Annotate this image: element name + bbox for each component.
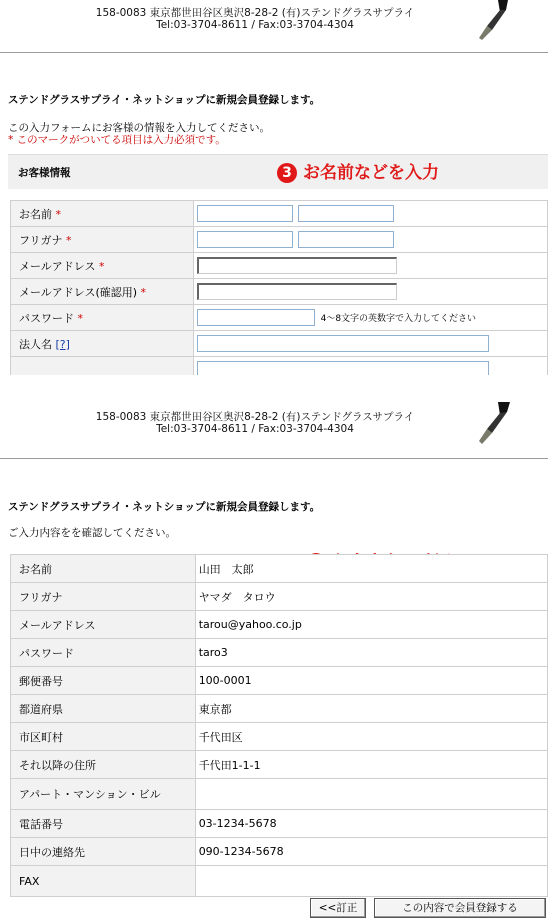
submit-registration-button[interactable]: この内容で会員登録する	[374, 898, 546, 918]
password-hint: 4～8文字の英数字で入力してください	[320, 314, 477, 324]
company-label: 法人名	[19, 337, 52, 351]
row-value: 千代田1-1-1	[195, 751, 547, 779]
row-value: taro3	[195, 639, 547, 667]
row-label: 郵便番号	[11, 667, 196, 695]
row-value: ヤマダ タロウ	[195, 583, 547, 611]
required-mark: *	[55, 207, 61, 221]
password-label: パスワード	[19, 311, 74, 325]
confirmation-table	[10, 554, 548, 897]
row-label: 電話番号	[11, 810, 196, 838]
row-value	[195, 866, 547, 897]
form-row-email-confirm: メールアドレス(確認用) *	[11, 279, 548, 305]
step3-annotation: 3 お名前などを入力	[277, 158, 439, 183]
header-address	[60, 7, 450, 31]
address-line-2: 158-0083 東京都世田谷区奥沢8-28-2 (有)ステンドグラスサプライ	[95, 411, 415, 423]
form-row-company	[11, 331, 548, 357]
page-title: ステンドグラスサプライ・ネットショップに新規会員登録します。	[8, 94, 321, 106]
form-row-email: メールアドレス *	[11, 253, 548, 279]
registration-form	[10, 200, 548, 375]
table-row	[11, 751, 548, 779]
help-link[interactable]: [?]	[55, 337, 70, 351]
email-confirm-label: メールアドレス(確認用)	[19, 285, 138, 299]
section-title: お客様情報	[18, 167, 71, 179]
name-label: お名前	[19, 207, 52, 221]
table-row	[11, 866, 548, 897]
confirm-page-title: ステンドグラスサプライ・ネットショップに新規会員登録します。	[8, 501, 321, 513]
row-value: 03-1234-5678	[195, 810, 547, 838]
glass-cutter-icon-2	[470, 402, 520, 446]
glass-cutter-icon	[470, 0, 520, 42]
header-divider	[0, 52, 548, 53]
row-label: お名前	[11, 555, 196, 583]
first-name-kana-input[interactable]	[298, 231, 394, 248]
row-label: FAX	[11, 866, 196, 897]
header-address-2	[60, 411, 450, 435]
first-name-input[interactable]	[298, 205, 394, 222]
last-name-input[interactable]	[197, 205, 293, 222]
step-number-badge: 3	[277, 163, 297, 183]
table-row	[11, 639, 548, 667]
table-row	[11, 779, 548, 810]
row-value: 東京都	[195, 695, 547, 723]
password-input[interactable]	[197, 309, 315, 326]
row-label: フリガナ	[11, 583, 196, 611]
table-row	[11, 838, 548, 866]
company-input[interactable]	[197, 335, 489, 352]
row-label: 日中の連絡先	[11, 838, 196, 866]
form-row-name	[11, 201, 548, 227]
table-row	[11, 723, 548, 751]
row-label: パスワード	[11, 639, 196, 667]
email-input[interactable]	[197, 257, 397, 274]
form-row-cutoff	[11, 357, 548, 376]
table-row	[11, 611, 548, 639]
table-row	[11, 810, 548, 838]
row-value: 090-1234-5678	[195, 838, 547, 866]
address-line: 158-0083 東京都世田谷区奥沢8-28-2 (有)ステンドグラスサプライ	[95, 7, 415, 19]
row-value: tarou@yahoo.co.jp	[195, 611, 547, 639]
table-row	[11, 667, 548, 695]
row-value: 100-0001	[195, 667, 547, 695]
confirm-instruction: ご入力内容をを確認してください。	[8, 527, 176, 539]
last-name-kana-input[interactable]	[197, 231, 293, 248]
contact-line-2: Tel:03-3704-8611 / Fax:03-3704-4304	[156, 423, 354, 435]
header-divider-2	[0, 458, 548, 459]
row-label: 市区町村	[11, 723, 196, 751]
form-row-password: パスワード * 4～8文字の英数字で入力してください	[11, 305, 548, 331]
email-label: メールアドレス	[19, 259, 96, 273]
row-label: メールアドレス	[11, 611, 196, 639]
table-row	[11, 555, 548, 583]
table-row	[11, 583, 548, 611]
table-row	[11, 695, 548, 723]
row-value: 山田 太郎	[195, 555, 547, 583]
back-button[interactable]: <<訂正	[310, 898, 366, 918]
form-row-furigana: フリガナ *	[11, 227, 548, 253]
row-label: 都道府県	[11, 695, 196, 723]
form-instructions: この入力フォームにお客様の情報を入力してください。 * このマークがついてる項目は入力必須です。	[8, 122, 270, 146]
email-confirm-input[interactable]	[197, 283, 397, 300]
row-value	[195, 779, 547, 810]
next-field-input[interactable]	[197, 361, 489, 375]
registration-form-clip	[0, 199, 548, 375]
row-value: 千代田区	[195, 723, 547, 751]
row-label: それ以降の住所	[11, 751, 196, 779]
row-label: アパート・マンション・ビル	[11, 779, 196, 810]
contact-line: Tel:03-3704-8611 / Fax:03-3704-4304	[156, 19, 354, 31]
furigana-label: フリガナ	[19, 233, 63, 247]
